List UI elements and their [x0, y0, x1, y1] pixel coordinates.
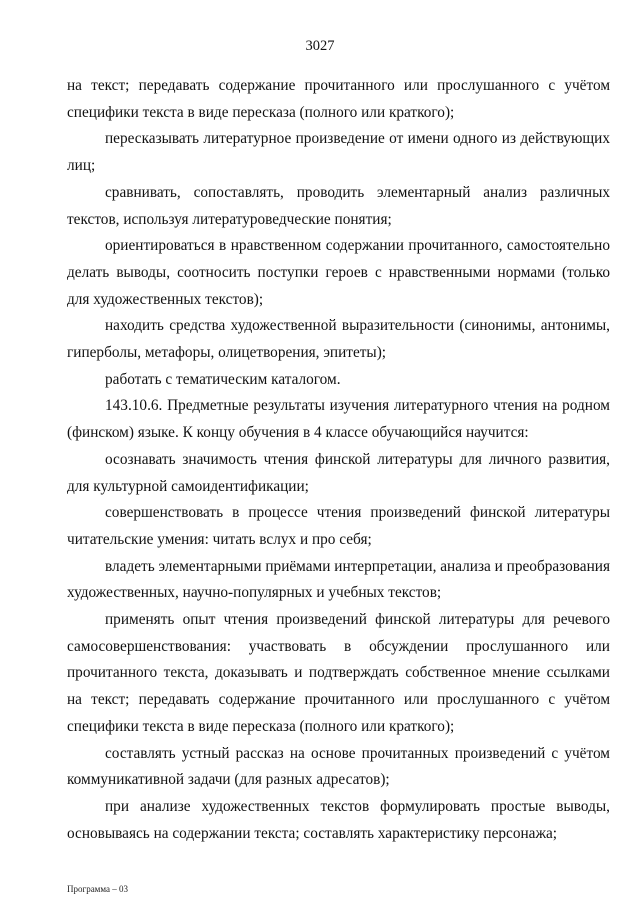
page-number: 3027 — [305, 38, 335, 54]
paragraph: применять опыт чтения произведений финской литературы для речевого самосовершенствования: участвовать в обсуждении прослушанного или прочитанного текста, доказывать и подтверждать собственное мнение ссылками на текст; передавать содержание прочитанного или прослушанного с учётом специфики текста в виде пересказа (полного или краткого); — [67, 611, 610, 735]
paragraph: сравнивать, сопоставлять, проводить элементарный анализ различных текстов, используя литературоведческие понятия; — [67, 183, 610, 228]
paragraph: осознавать значимость чтения финской литературы для личного развития, для культурной самоидентификации; — [67, 450, 610, 495]
page-footer: Программа – 03 — [67, 884, 129, 894]
paragraph: на текст; передавать содержание прочитанного или прослушанного с учётом специфики текста в виде пересказа (полного или краткого); — [67, 77, 610, 121]
paragraph: ориентироваться в нравственном содержании прочитанного, самостоятельно делать выводы, соотносить поступки героев с нравственными нормами (только для художественных текстов); — [67, 237, 610, 308]
paragraph: совершенствовать в процессе чтения произведений финской литературы читательские умения: читать вслух и про себя; — [67, 504, 610, 548]
paragraph: находить средства художественной выразительности (синонимы, антонимы, гиперболы, метафоры, олицетворения, эпитеты); — [67, 317, 610, 362]
paragraph: владеть элементарными приёмами интерпретации, анализа и преобразования художественных, научно-популярных и учебных текстов; — [67, 557, 610, 602]
paragraph: при анализе художественных текстов формулировать простые выводы, основываясь на содержании текста; составлять характеристику персонажа; — [67, 797, 610, 842]
paragraph: работать с тематическим каталогом. — [105, 370, 341, 388]
paragraph: составлять устный рассказ на основе прочитанных произведений с учётом коммуникативной задачи (для разных адресатов); — [67, 744, 610, 789]
document-body — [67, 73, 610, 847]
paragraph: пересказывать литературное произведение от имени одного из действующих лиц; — [67, 130, 610, 175]
paragraph: 143.10.6. Предметные результаты изучения литературного чтения на родном (финском) языке. К концу обучения в 4 классе обучающийся научится: — [67, 397, 610, 442]
